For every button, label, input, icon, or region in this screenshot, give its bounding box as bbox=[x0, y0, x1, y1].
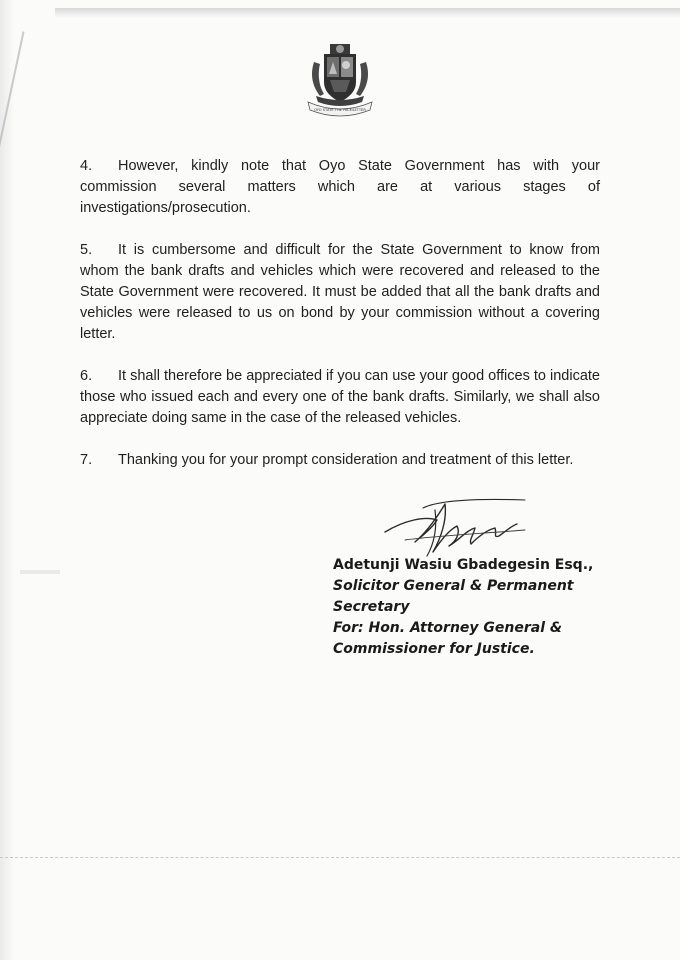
paragraph-number: 4. bbox=[80, 158, 93, 174]
signatory-for-line2: Commissioner for Justice. bbox=[333, 641, 535, 657]
signatory-for-line1: For: Hon. Attorney General & bbox=[333, 620, 563, 636]
scan-edge-top bbox=[55, 8, 680, 18]
paragraph-text: Thanking you for your prompt consideration and treatment of this letter. bbox=[118, 452, 574, 468]
signature-block bbox=[333, 555, 633, 660]
paragraph-7 bbox=[80, 450, 600, 471]
scan-fold-line bbox=[0, 857, 680, 859]
paragraph-6 bbox=[80, 366, 600, 429]
coat-of-arms-icon bbox=[300, 40, 380, 118]
scan-smudge bbox=[20, 570, 60, 574]
paragraph-text: It is cumbersome and difficult for the State Government to know from whom the bank drafts and vehicles which were recovered and released to the State Government were recovered. It must be added that all the bank drafts and vehicles were released to us on bond by your commission without a covering letter. bbox=[80, 242, 600, 342]
seal-motto: OYO STATE THE PACESETTER bbox=[314, 108, 366, 112]
signatory-title-line2: Secretary bbox=[333, 599, 410, 615]
paragraph-text: However, kindly note that Oyo State Government has with your commission several matters which are at various stages of investigations/prosecution. bbox=[80, 158, 600, 216]
paragraph-5 bbox=[80, 240, 600, 345]
signatory-title-line1: Solicitor General & Permanent bbox=[333, 578, 574, 594]
paragraph-number: 7. bbox=[80, 452, 93, 468]
scan-edge-left bbox=[0, 0, 14, 960]
paragraph-number: 6. bbox=[80, 368, 93, 384]
paragraph-4 bbox=[80, 156, 600, 219]
paragraph-text: It shall therefore be appreciated if you can use your good offices to indicate those who issued each and every one of the bank drafts. Similarly, we shall also appreciate doing same in the case of the released vehicles. bbox=[80, 368, 600, 426]
paragraph-number: 5. bbox=[80, 242, 93, 258]
signatory-name: Adetunji Wasiu Gbadegesin Esq., bbox=[333, 557, 594, 573]
